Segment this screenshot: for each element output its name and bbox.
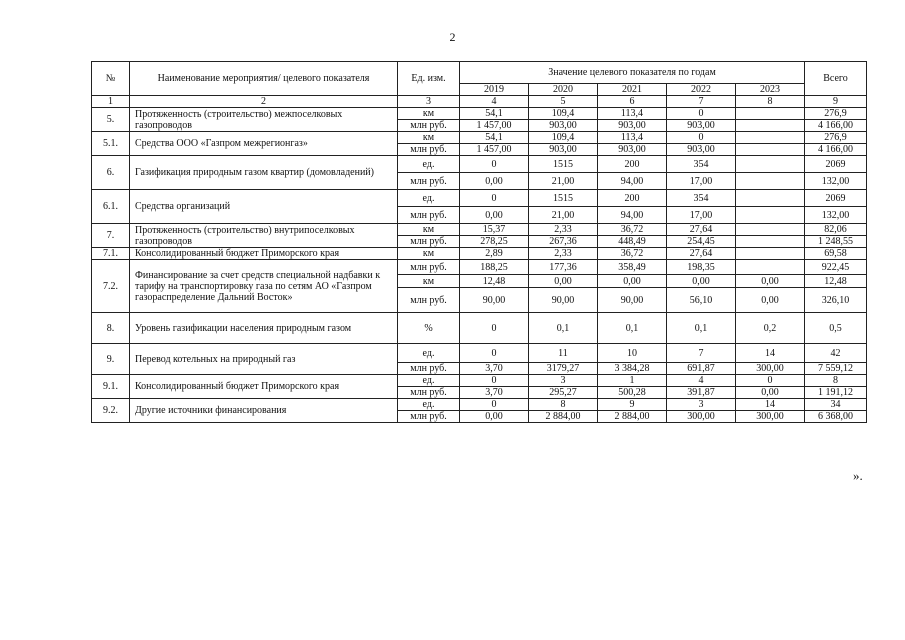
- year-value-cell: 94,00: [598, 173, 667, 190]
- table-row: [92, 248, 867, 260]
- row-number: 6.1.: [92, 190, 130, 224]
- year-value-cell: 903,00: [598, 120, 667, 132]
- total-value-cell: 82,06: [805, 224, 867, 236]
- row-number: 6.: [92, 156, 130, 190]
- header-name: Наименование мероприятия/ целевого показателя: [130, 62, 398, 96]
- year-value-cell: 90,00: [529, 288, 598, 313]
- year-value-cell: 3 384,28: [598, 363, 667, 375]
- column-number: 8: [736, 96, 805, 108]
- year-value-cell: 3,70: [460, 363, 529, 375]
- row-unit: млн руб.: [398, 288, 460, 313]
- year-value-cell: 0,00: [598, 275, 667, 288]
- year-value-cell: [736, 248, 805, 260]
- total-value-cell: 2069: [805, 190, 867, 207]
- row-unit: км: [398, 224, 460, 236]
- table-row: [92, 132, 867, 144]
- table-row: [92, 313, 867, 344]
- year-value-cell: 17,00: [667, 207, 736, 224]
- total-value-cell: 276,9: [805, 132, 867, 144]
- year-value-cell: 90,00: [460, 288, 529, 313]
- year-value-cell: 1: [598, 375, 667, 387]
- year-value-cell: 2,33: [529, 248, 598, 260]
- column-number: 4: [460, 96, 529, 108]
- year-value-cell: 903,00: [598, 144, 667, 156]
- row-indicator-name: Средства ООО «Газпром межрегионгаз»: [130, 132, 398, 156]
- row-unit: %: [398, 313, 460, 344]
- row-number: 5.1.: [92, 132, 130, 156]
- year-value-cell: [736, 260, 805, 275]
- year-value-cell: 188,25: [460, 260, 529, 275]
- row-indicator-name: Протяженность (строительство) внутрипоселковых газопроводов: [130, 224, 398, 248]
- year-value-cell: 21,00: [529, 207, 598, 224]
- year-value-cell: [736, 120, 805, 132]
- row-indicator-name: Газификация природным газом квартир (домовладений): [130, 156, 398, 190]
- header-num: №: [92, 62, 130, 96]
- year-value-cell: 1515: [529, 190, 598, 207]
- row-number: 5.: [92, 108, 130, 132]
- column-number: 7: [667, 96, 736, 108]
- column-number: 9: [805, 96, 867, 108]
- year-value-cell: 36,72: [598, 248, 667, 260]
- row-unit: км: [398, 132, 460, 144]
- year-value-cell: 90,00: [598, 288, 667, 313]
- year-value-cell: 109,4: [529, 132, 598, 144]
- year-value-cell: 54,1: [460, 108, 529, 120]
- header-year: 2020: [529, 84, 598, 96]
- total-value-cell: 132,00: [805, 207, 867, 224]
- row-unit: млн руб.: [398, 207, 460, 224]
- year-value-cell: 0,00: [736, 387, 805, 399]
- year-value-cell: 113,4: [598, 108, 667, 120]
- year-value-cell: 0: [460, 313, 529, 344]
- year-value-cell: 3: [529, 375, 598, 387]
- year-value-cell: 0,1: [529, 313, 598, 344]
- row-unit: млн руб.: [398, 260, 460, 275]
- year-value-cell: 448,49: [598, 236, 667, 248]
- year-value-cell: 36,72: [598, 224, 667, 236]
- table-row: [92, 108, 867, 120]
- row-number: 7.: [92, 224, 130, 248]
- year-value-cell: [736, 190, 805, 207]
- year-value-cell: 0,00: [460, 411, 529, 423]
- year-value-cell: 15,37: [460, 224, 529, 236]
- row-unit: ед.: [398, 344, 460, 363]
- year-value-cell: 500,28: [598, 387, 667, 399]
- total-value-cell: 7 559,12: [805, 363, 867, 375]
- year-value-cell: [736, 236, 805, 248]
- year-value-cell: 0,00: [460, 207, 529, 224]
- total-value-cell: 4 166,00: [805, 144, 867, 156]
- year-value-cell: 0: [667, 132, 736, 144]
- year-value-cell: 0: [460, 344, 529, 363]
- year-value-cell: 0,00: [667, 275, 736, 288]
- row-indicator-name: Финансирование за счет средств специальной надбавки к тарифу на транспортировку газа по сетям АО «Газпром газораспределение Дальний Восток»: [130, 260, 398, 313]
- year-value-cell: 354: [667, 156, 736, 173]
- year-value-cell: 200: [598, 156, 667, 173]
- year-value-cell: 391,87: [667, 387, 736, 399]
- year-value-cell: 2,33: [529, 224, 598, 236]
- year-value-cell: 691,87: [667, 363, 736, 375]
- year-value-cell: 3179,27: [529, 363, 598, 375]
- column-number: 6: [598, 96, 667, 108]
- year-value-cell: 3: [667, 399, 736, 411]
- year-value-cell: 109,4: [529, 108, 598, 120]
- year-value-cell: 200: [598, 190, 667, 207]
- year-value-cell: 113,4: [598, 132, 667, 144]
- row-unit: ед.: [398, 190, 460, 207]
- year-value-cell: 8: [529, 399, 598, 411]
- row-indicator-name: Средства организаций: [130, 190, 398, 224]
- table-row: [92, 190, 867, 207]
- year-value-cell: 1515: [529, 156, 598, 173]
- header-year: 2022: [667, 84, 736, 96]
- year-value-cell: 177,36: [529, 260, 598, 275]
- year-value-cell: 0,2: [736, 313, 805, 344]
- total-value-cell: 8: [805, 375, 867, 387]
- row-unit: км: [398, 248, 460, 260]
- year-value-cell: 11: [529, 344, 598, 363]
- closing-quote-mark: ».: [853, 468, 863, 483]
- row-unit: млн руб.: [398, 411, 460, 423]
- row-unit: млн руб.: [398, 363, 460, 375]
- total-value-cell: 1 248,55: [805, 236, 867, 248]
- year-value-cell: 9: [598, 399, 667, 411]
- total-value-cell: 6 368,00: [805, 411, 867, 423]
- total-value-cell: 69,58: [805, 248, 867, 260]
- year-value-cell: 300,00: [736, 363, 805, 375]
- year-value-cell: 0: [460, 375, 529, 387]
- year-value-cell: 0: [460, 156, 529, 173]
- year-value-cell: 56,10: [667, 288, 736, 313]
- row-unit: млн руб.: [398, 120, 460, 132]
- row-indicator-name: Другие источники финансирования: [130, 399, 398, 423]
- year-value-cell: 0,1: [667, 313, 736, 344]
- header-values-group: Значение целевого показателя по годам: [460, 62, 805, 84]
- year-value-cell: 54,1: [460, 132, 529, 144]
- column-number: 5: [529, 96, 598, 108]
- year-value-cell: 14: [736, 399, 805, 411]
- total-value-cell: 0,5: [805, 313, 867, 344]
- header-total: Всего: [805, 62, 867, 96]
- row-number: 9.2.: [92, 399, 130, 423]
- total-value-cell: 4 166,00: [805, 120, 867, 132]
- year-value-cell: [736, 224, 805, 236]
- row-unit: млн руб.: [398, 236, 460, 248]
- year-value-cell: 2 884,00: [529, 411, 598, 423]
- year-value-cell: 300,00: [667, 411, 736, 423]
- column-number: 1: [92, 96, 130, 108]
- year-value-cell: 267,36: [529, 236, 598, 248]
- year-value-cell: 2,89: [460, 248, 529, 260]
- year-value-cell: 278,25: [460, 236, 529, 248]
- row-number: 7.2.: [92, 260, 130, 313]
- row-unit: млн руб.: [398, 387, 460, 399]
- year-value-cell: 14: [736, 344, 805, 363]
- year-value-cell: 0,00: [736, 275, 805, 288]
- year-value-cell: 198,35: [667, 260, 736, 275]
- year-value-cell: 254,45: [667, 236, 736, 248]
- row-indicator-name: Консолидированный бюджет Приморского края: [130, 375, 398, 399]
- row-indicator-name: Уровень газификации населения природным газом: [130, 313, 398, 344]
- row-indicator-name: Перевод котельных на природный газ: [130, 344, 398, 375]
- year-value-cell: [736, 156, 805, 173]
- year-value-cell: 21,00: [529, 173, 598, 190]
- total-value-cell: 1 191,12: [805, 387, 867, 399]
- year-value-cell: 0: [667, 108, 736, 120]
- row-indicator-name: Консолидированный бюджет Приморского края: [130, 248, 398, 260]
- year-value-cell: 354: [667, 190, 736, 207]
- year-value-cell: 0: [460, 399, 529, 411]
- year-value-cell: 903,00: [667, 120, 736, 132]
- total-value-cell: 42: [805, 344, 867, 363]
- total-value-cell: 12,48: [805, 275, 867, 288]
- table-row: [92, 156, 867, 173]
- year-value-cell: 0: [736, 375, 805, 387]
- year-value-cell: 295,27: [529, 387, 598, 399]
- total-value-cell: 2069: [805, 156, 867, 173]
- row-unit: км: [398, 108, 460, 120]
- row-number: 8.: [92, 313, 130, 344]
- row-number: 9.1.: [92, 375, 130, 399]
- year-value-cell: 7: [667, 344, 736, 363]
- header-unit: Ед. изм.: [398, 62, 460, 96]
- year-value-cell: [736, 108, 805, 120]
- year-value-cell: 0,00: [529, 275, 598, 288]
- row-unit: км: [398, 275, 460, 288]
- row-unit: млн руб.: [398, 144, 460, 156]
- row-unit: ед.: [398, 375, 460, 387]
- table-row: [92, 399, 867, 411]
- row-unit: ед.: [398, 399, 460, 411]
- year-value-cell: [736, 132, 805, 144]
- year-value-cell: 10: [598, 344, 667, 363]
- indicators-table: [91, 61, 867, 423]
- year-value-cell: 358,49: [598, 260, 667, 275]
- year-value-cell: [736, 144, 805, 156]
- table-row: [92, 344, 867, 363]
- year-value-cell: 94,00: [598, 207, 667, 224]
- row-unit: ед.: [398, 156, 460, 173]
- year-value-cell: 903,00: [667, 144, 736, 156]
- year-value-cell: 300,00: [736, 411, 805, 423]
- year-value-cell: 0,00: [736, 288, 805, 313]
- row-unit: млн руб.: [398, 173, 460, 190]
- total-value-cell: 276,9: [805, 108, 867, 120]
- total-value-cell: 922,45: [805, 260, 867, 275]
- column-number: 3: [398, 96, 460, 108]
- total-value-cell: 34: [805, 399, 867, 411]
- year-value-cell: 4: [667, 375, 736, 387]
- row-indicator-name: Протяженность (строительство) межпоселковых газопроводов: [130, 108, 398, 132]
- year-value-cell: 1 457,00: [460, 144, 529, 156]
- year-value-cell: 27,64: [667, 224, 736, 236]
- year-value-cell: 12,48: [460, 275, 529, 288]
- year-value-cell: [736, 173, 805, 190]
- year-value-cell: 27,64: [667, 248, 736, 260]
- total-value-cell: 132,00: [805, 173, 867, 190]
- year-value-cell: 17,00: [667, 173, 736, 190]
- year-value-cell: 0,1: [598, 313, 667, 344]
- year-value-cell: 2 884,00: [598, 411, 667, 423]
- page-number: 2: [449, 30, 456, 44]
- row-number: 9.: [92, 344, 130, 375]
- header-year: 2019: [460, 84, 529, 96]
- year-value-cell: [736, 207, 805, 224]
- year-value-cell: 0: [460, 190, 529, 207]
- total-value-cell: 326,10: [805, 288, 867, 313]
- year-value-cell: 1 457,00: [460, 120, 529, 132]
- header-year: 2023: [736, 84, 805, 96]
- row-number: 7.1.: [92, 248, 130, 260]
- year-value-cell: 3,70: [460, 387, 529, 399]
- column-number: 2: [130, 96, 398, 108]
- table-row: [92, 224, 867, 236]
- year-value-cell: 903,00: [529, 120, 598, 132]
- table-row: [92, 260, 867, 275]
- table-row: [92, 375, 867, 387]
- year-value-cell: 0,00: [460, 173, 529, 190]
- year-value-cell: 903,00: [529, 144, 598, 156]
- header-year: 2021: [598, 84, 667, 96]
